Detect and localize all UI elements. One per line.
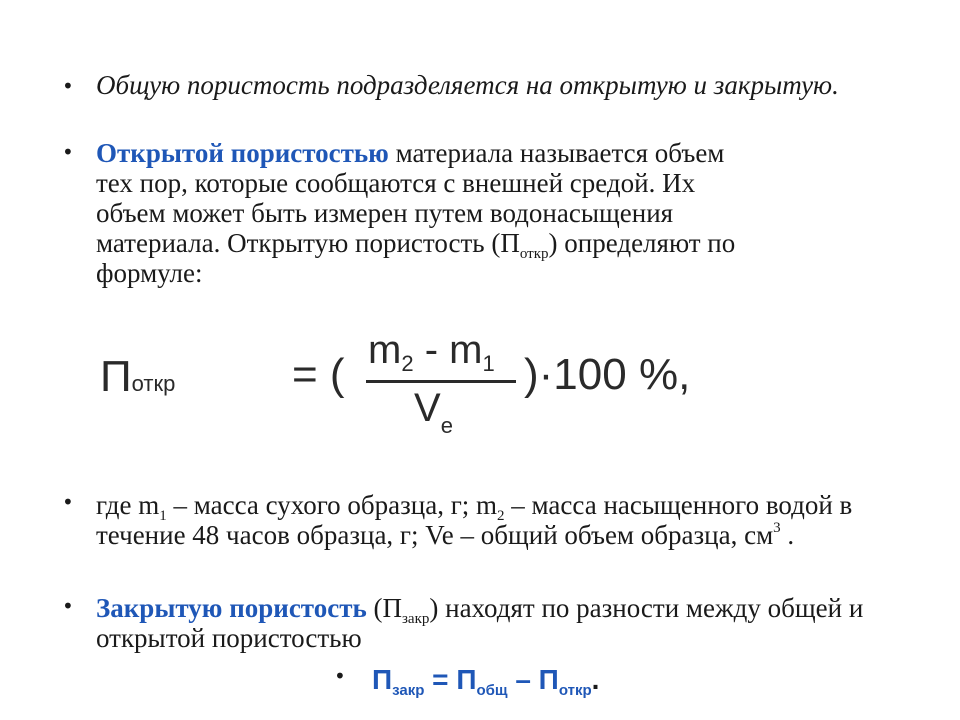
- open-porosity-line4b: ) определяют по: [548, 228, 736, 258]
- fraction-bar: [366, 380, 516, 383]
- paragraph-open-porosity: [96, 138, 896, 288]
- closed-porosity-term: Закрытую пористость: [96, 593, 367, 623]
- formula-lhs: Поткр: [100, 352, 176, 401]
- open-porosity-line1: материала называется объем: [388, 138, 725, 168]
- bullet-1: •: [62, 74, 74, 98]
- open-porosity-line2: тех пор, которые сообщаются с внешней средой. Их: [96, 168, 696, 198]
- open-porosity-line3: объем может быть измерен путем водонасыщения: [96, 198, 674, 228]
- formula-numerator: $m_2 - m_1$: [368, 328, 495, 376]
- formula-denominator: $V_e$: [414, 386, 453, 438]
- paragraph-porosity-types: [96, 70, 856, 100]
- bullet-4: •: [62, 594, 74, 618]
- paragraph-closed-porosity: Закрытую пористость $(П_{закр})$ находят по разности между общей и открытой пористостью: [96, 593, 864, 653]
- open-porosity-term: Открытой пористостью: [96, 138, 389, 168]
- bullet-2: •: [62, 140, 74, 164]
- porosity-types-text: Общую пористость подразделяется на открытую и закрытую.: [96, 70, 839, 100]
- open-porosity-sub: откр: [519, 246, 549, 262]
- paragraph-where: где $m_1$ – масса сухого образца, г; $m_2$ – масса насыщенного водой в течение 48 часов образца, г; Ve – общий объем образца, $см^3$ .: [96, 490, 853, 550]
- closed-porosity-formula: $П_{закр} = П_{общ} - П_{откр}$.: [372, 664, 600, 699]
- open-porosity-formula: [96, 322, 691, 438]
- bullet-3: •: [62, 490, 74, 514]
- formula-rhs: )·100 %,: [524, 350, 691, 399]
- open-porosity-line4a: материала. Открытую пористость (П: [96, 228, 520, 258]
- formula-equals: = (: [292, 350, 345, 399]
- open-porosity-line5: формуле:: [96, 258, 203, 288]
- bullet-5: •: [334, 664, 346, 688]
